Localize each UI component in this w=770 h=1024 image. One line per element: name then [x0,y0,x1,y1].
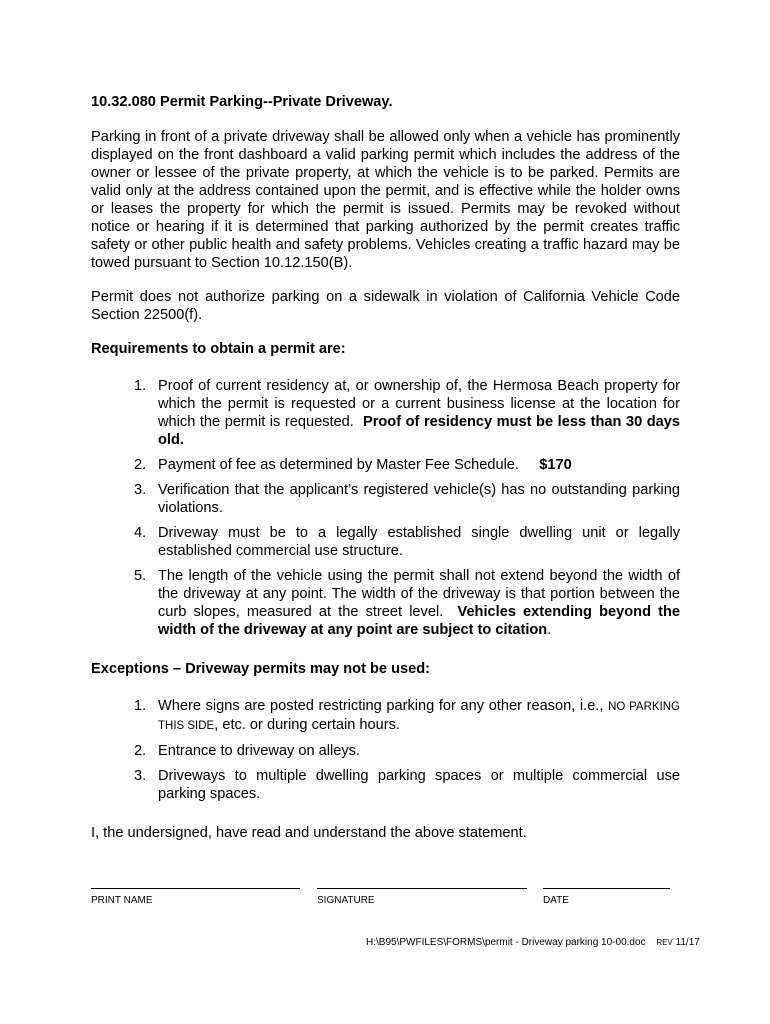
list-item-text: Where signs are posted restricting parking for any other reason, i.e., [158,698,604,714]
date-label: DATE [543,895,569,906]
list-item [91,742,680,760]
list-item-text: Payment of fee as determined by Master Fee Schedule. [158,457,519,473]
requirements-heading: Requirements to obtain a permit are: [91,341,346,357]
list-number: 4. [134,525,147,541]
requirements-list [91,377,680,639]
fee-amount: $170 [539,457,572,473]
revision-label: REV [656,938,673,947]
list-item-text: Proof of current residency at, or ownership of, the Hermosa Beach property for which the permit is requested or a current business license at the location for which the permit is requested. [158,378,680,430]
permit-description-paragraph: Parking in front of a private driveway shall be allowed only when a vehicle has prominently displayed on the front dashboard a valid parking permit which includes the address of the owner or lessee of the private property, at which the vehicle is to be parked. Permits are valid only at the address contained upon the permit, and is effective while the holder owns or leases the property for which the permit is issued. Permits may be revoked without notice or hearing if it is determined that parking authorized by the permit creates traffic safety or other public health and safety problems. Vehicles creating a traffic hazard may be towed pursuant to Section 10.12.150(B). [91,129,680,271]
list-item [91,456,680,474]
sidewalk-restriction-paragraph: Permit does not authorize parking on a sidewalk in violation of California Vehicle Code Section 22500(f). [91,289,680,323]
date-line[interactable] [543,888,670,889]
list-item [91,481,680,517]
list-item [91,377,680,449]
list-item [91,767,680,803]
list-item-period: . [547,622,552,638]
list-item [91,697,680,735]
list-item-text: The length of the vehicle using the permit shall not extend beyond the width of the driveway at any point. The width of the driveway is that portion between the curb slopes, measured at the street level. [158,568,680,620]
document-body [91,93,680,858]
document-title: 10.32.080 Permit Parking--Private Driveway. [91,94,393,110]
list-number: 5. [134,568,147,584]
list-item [91,524,680,560]
revision-value: 11/17 [675,937,700,948]
list-number: 2. [134,743,147,759]
list-item-text: Driveways to multiple dwelling parking spaces or multiple commercial use parking spaces. [158,768,680,802]
acknowledgement-statement: I, the undersigned, have read and understand the above statement. [91,825,527,841]
list-item-text: Driveway must be to a legally established single dwelling unit or legally established commercial use structure. [158,525,680,559]
list-item-emphasis: Proof of residency must be less than 30 days old. [158,414,681,448]
list-number: 3. [134,768,147,784]
list-item-text-end: , etc. or during certain hours. [214,717,400,733]
list-item-text: Verification that the applicant’s registered vehicle(s) has no outstanding parking violations. [158,482,680,516]
signature-label: SIGNATURE [317,895,375,906]
exceptions-list [91,697,680,803]
list-item [91,567,680,639]
exceptions-heading: Exceptions – Driveway permits may not be used: [91,661,431,677]
signature-line[interactable] [317,888,527,889]
file-path: H:\B95\PWFILES\FORMS\permit - Driveway parking 10-00.doc [366,937,646,948]
list-number: 1. [134,378,147,394]
footer [366,937,700,948]
list-item-text: Entrance to driveway on alleys. [158,743,360,759]
list-number: 3. [134,482,147,498]
list-number: 2. [134,457,147,473]
no-parking-sign-text: NO PARKING THIS SIDE [158,701,680,732]
list-number: 1. [134,698,147,714]
print-name-label: PRINT NAME [91,895,153,906]
print-name-line[interactable] [91,888,300,889]
list-item-emphasis: Vehicles extending beyond the width of the driveway at any point are subject to citation [158,604,680,638]
